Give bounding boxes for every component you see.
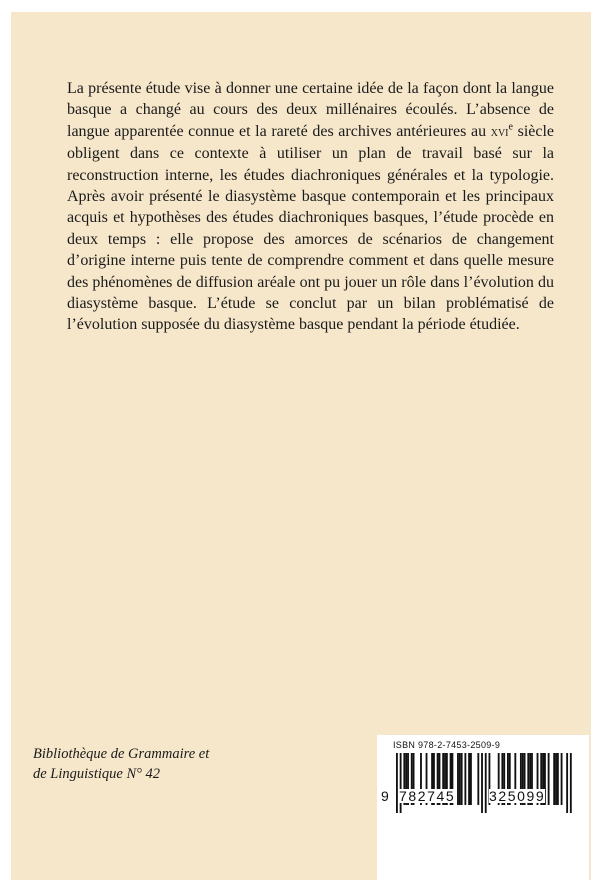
barcode-block [377,735,589,881]
series-line-2: de Linguistique N° 42 [33,766,161,782]
series-title [33,744,273,784]
series-line-1: Bibliothèque de Grammaire et [33,746,210,762]
back-cover-blurb [67,78,554,336]
barcode-bar [548,753,550,805]
century-numeral: xvi [490,124,509,140]
barcode-bar [555,753,557,805]
barcode-bar [485,753,487,813]
ean-right-group: 325099 [489,788,546,804]
barcode-bar [459,753,461,805]
isbn-label: ISBN 978-2-7453-2509-9 [393,740,501,750]
barcode-bar [396,753,398,813]
barcode-bar [570,753,572,813]
barcode-bar [470,753,472,805]
ean-left-group: 782745 [399,788,456,804]
century-superscript: e [508,121,513,133]
barcode-bar [561,753,563,805]
barcode-bar [557,753,559,805]
barcode-bar [553,753,555,805]
barcode-bar [461,753,463,805]
ean-first-digit: 9 [381,788,391,804]
barcode-bar [400,753,402,813]
barcode-bar [457,753,459,805]
barcode-bar [468,753,470,805]
barcode-bar [477,753,479,805]
barcode-bar [464,753,466,805]
back-cover [11,12,591,880]
blurb-text-part1: La présente étude vise à donner une certaine idée de la façon dont la langue basque a changé au cours des deux millénaires écoulés. L’absence de langue apparentée connue et la rareté des archives antérieures au [67,80,554,140]
barcode-bar [566,753,568,813]
blurb-text-part2: siècle obligent dans ce contexte à utiliser un plan de travail basé sur la reconstruction interne, les études diachroniques générales et la typologie. Après avoir présenté le diasystème basque contemporain et les principaux acquis et hypothèses des études diachroniques basques, l’étude procède en deux temps : elle propose des amorces de scénarios de changement d’origine interne puis tente de comprendre comment et dans quelle mesure des phénomènes de diffusion aréale ont pu jouer un rôle dans l’évolution du diasystème basque. L’étude se conclut par un bilan problématisé de l’évolution supposée du diasystème basque pendant la période étudiée. [67,122,555,334]
barcode-bar [481,753,483,813]
